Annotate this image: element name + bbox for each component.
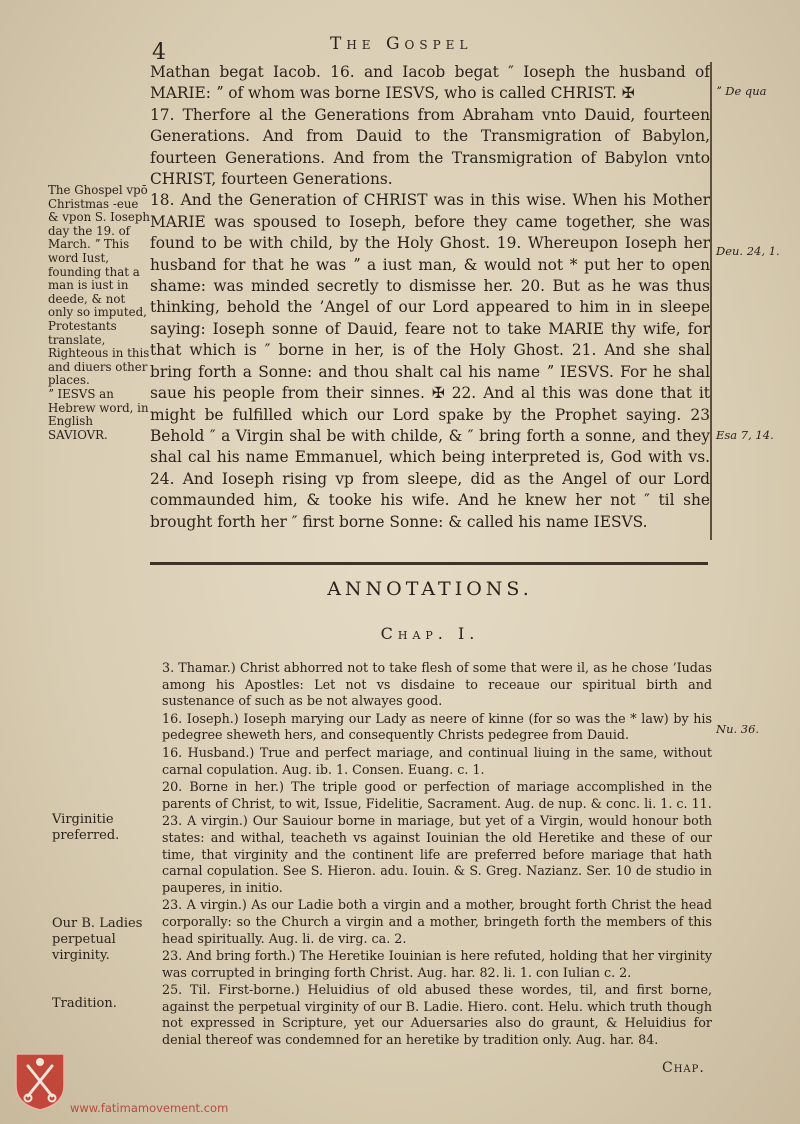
section-rule — [150, 562, 708, 565]
annotation: 23. A virgin.) Our Sauiour borne in mariage, but yet of a Virgin, would honour both states: and withal, teacheth vs against Iouinian the old Heretike and these of our time, that virginity and the continent life are preferred before mariage that hath carnal copulation. See S. Hieron. adu. Iouin. & S. Greg. Nazianz. Ser. 10 de studio in pauperes, in initio. — [162, 813, 712, 895]
gospel-text — [150, 62, 710, 533]
gospel-paragraph: Mathan begat Iacob. 16. and Iacob begat ″ Ioseph the husband of MARIE: ˮ of whom was borne IESVS, who is called CHRIST. ✠ — [150, 63, 710, 103]
papal-keys-crest-icon — [14, 1052, 66, 1112]
annotation: 23. And bring forth.) The Heretike Iouinian is here refuted, holding that her virginity was corrupted in bringing forth Christ. Aug. har. 82. li. 1. con Iulian c. 2. — [162, 948, 712, 980]
gospel-paragraph: 18. And the Generation of CHRIST was in this wise. When his Mother MARIE was spoused to Ioseph, before they came together, she was found to be with child, by the Holy Ghost. 19. Whereupon Ioseph her husband for that he was ˮ a iust man, & would not * put her to open shame: was minded secretly to dismisse her. 20. But as he was thus thinking, behold the ’Angel of our Lord appeared to him in in sleepe saying: Ioseph sonne of Dauid, feare not to take MARIE thy wife, for that which is ″ borne in her, is of the Holy Ghost. 21. And she shal bring forth a Sonne: and thou shalt cal his name ˮ IESVS. For he shal saue his people from their sinnes. ✠ 22. And al this was done that it might be fulfilled which our Lord spake by the Prophet saying. 23 Behold ″ a Virgin shal be with childe, & ″ bring forth a sonne, and they shal cal his name Emmanuel, which being interpreted is, God with vs. 24. And Ioseph rising vp from sleepe, did as the Angel of our Lord commaunded him, & tooke his wife. And he knew her not ″ til she brought forth her ″ first borne Sonne: & called his name IESVS. — [150, 191, 710, 531]
annotation: 25. Til. First-borne.) Heluidius of old abused these wordes, til, and first borne, against the perpetual virginity of our B. Ladie. Hiero. cont. Helu. which truth though not expressed in Scripture, yet our Aduersaries also do graunt, & Heluidius for denial thereof was condemned for an heretike by tradition only. Aug. har. 84. — [162, 982, 712, 1048]
annotations-heading: ANNOTATIONS. — [327, 578, 533, 600]
footer-website-link[interactable]: www.fatimamovement.com — [70, 1101, 229, 1115]
marginal-note: ˮ IESVS an Hebrew word, in English SAVIOVR. — [48, 386, 149, 442]
annotation-margin-note: Virginitie preferred. — [52, 812, 120, 843]
annotation: 20. Borne in her.) The triple good or perfection of mariage accomplished in the parents of Christ, to wit, Issue, Fidelitie, Sacrament. Aug. de nup. & conc. li. 1. c. 11. — [162, 779, 712, 811]
annotations-list — [162, 660, 712, 1050]
chapter-heading: Chap. I. — [380, 624, 480, 643]
right-marginal-reference: Deu. 24, 1. — [716, 244, 780, 258]
catchword: Chap. — [662, 1060, 705, 1076]
page-number: 4 — [152, 40, 166, 65]
annotation-margin-note: Tradition. — [52, 996, 117, 1011]
annotation-margin-note: Our B. Ladies perpetual virginity. — [52, 916, 143, 963]
annotation: 23. A virgin.) As our Ladie both a virgin and a mother, brought forth Christ the head corporally: so the Church a virgin and a mother, bringeth forth the members of this head spiritually. Aug. li. de virg. ca. 2. — [162, 897, 712, 946]
column-divider — [710, 62, 712, 540]
left-marginal-note — [48, 184, 151, 442]
right-marginal-reference: Nu. 36. — [716, 722, 760, 736]
annotation: 16. Husband.) True and perfect mariage, and continual liuing in the same, without carnal copulation. Aug. ib. 1. Consen. Euang. c. 1. — [162, 744, 712, 777]
running-title: The Gospel — [330, 34, 473, 54]
right-marginal-reference: Esa 7, 14. — [716, 428, 774, 442]
right-marginal-reference: ˮ De qua — [716, 84, 767, 98]
gospel-paragraph: 17. Therfore al the Generations from Abraham vnto Dauid, fourteen Generations. And from Dauid to the Transmigration of Babylon, fourteen Generations. And from the Transmigration of Babylon vnto CHRIST, fourteen Generations. — [150, 105, 710, 189]
annotation: 3. Thamar.) Christ abhorred not to take flesh of some that were il, as he chose ’Iudas among his Apostles: Let not vs disdaine to receaue our spiritual birth and sustenance of such as be not alwayes good. — [162, 660, 712, 709]
annotation: 16. Ioseph.) Ioseph marying our Lady as neere of kinne (for so was the * law) by his pedegree sheweth hers, and consequently Christs pedegree from Dauid. — [162, 710, 712, 743]
marginal-note: The Ghospel vpō Christmas -eue & vpon S. Ioseph day the 19. of March. ˮ This word Iust, founding that a man is iust in deede, & not only so imputed, Protestants translate, Righteous in this and diuers other places. — [48, 183, 151, 388]
